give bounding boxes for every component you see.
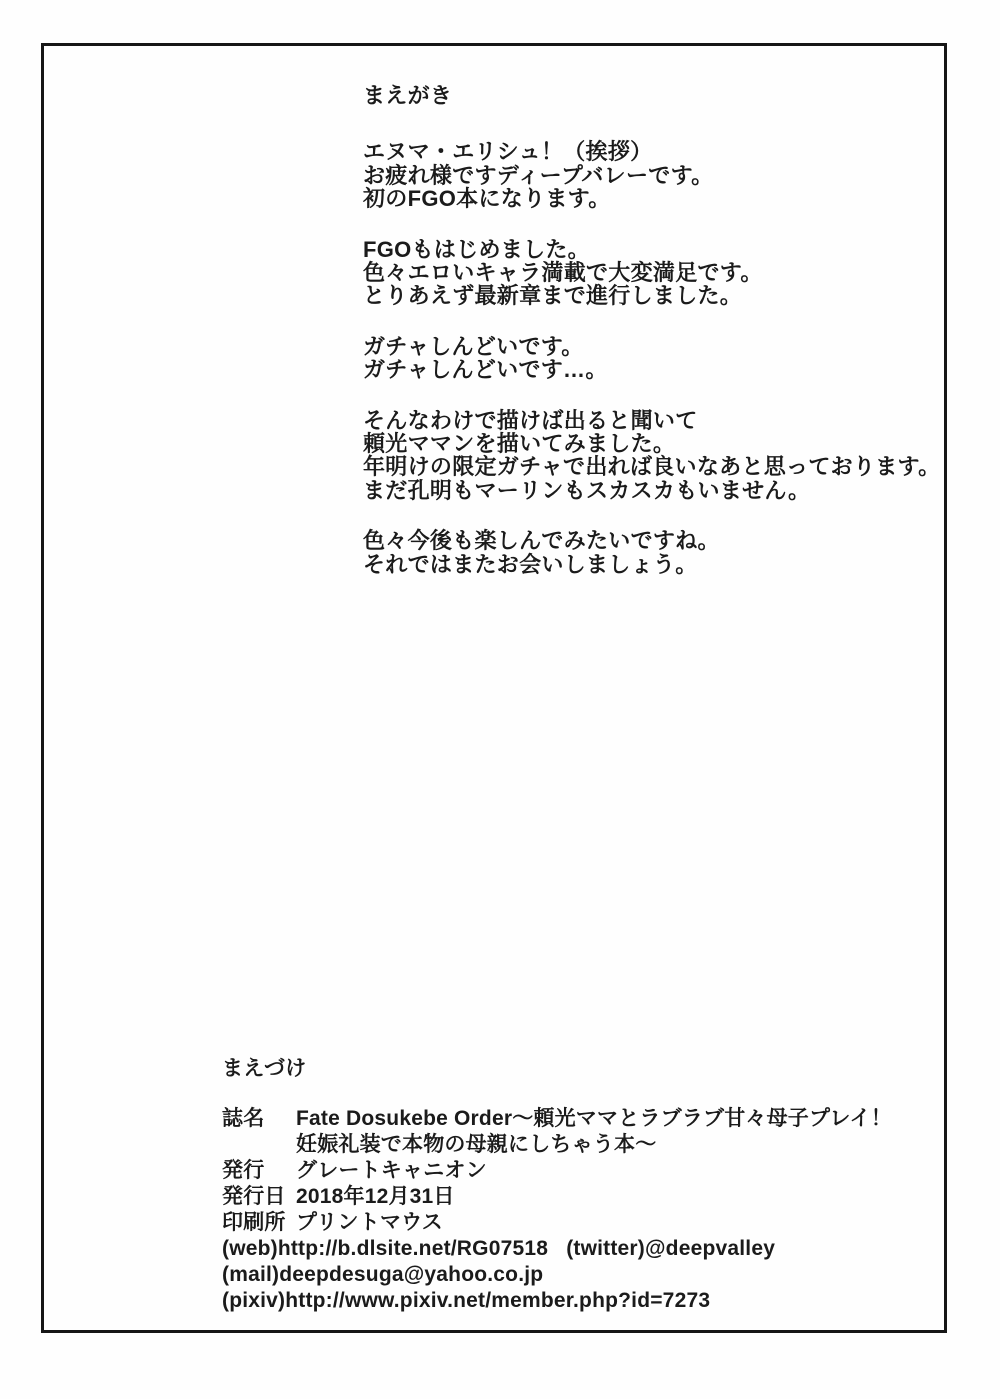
colophon-row-value: Fate Dosukebe Order〜頼光ママとラブラブ甘々母子プレイ！ <box>296 1107 892 1130</box>
colophon-row-value: 2018年12月31日 <box>296 1185 455 1208</box>
colophon-row <box>222 1158 942 1184</box>
colophon-row-label: 発行 <box>222 1159 265 1182</box>
colophon-contact-line: (mail)deepdesuga@yahoo.co.jp <box>222 1263 544 1286</box>
preface-paragraphs <box>363 139 941 577</box>
preface-line: まだ孔明もマーリンもスカスカもいません。 <box>363 477 811 503</box>
colophon-row <box>222 1106 942 1132</box>
colophon-section <box>222 1056 942 1314</box>
preface-paragraph <box>363 529 923 576</box>
colophon-row <box>222 1210 942 1236</box>
colophon-title: まえづけ <box>222 1057 307 1080</box>
preface-line: お疲れ様ですディープバレーです。 <box>363 162 714 188</box>
colophon-row-label <box>222 1132 296 1158</box>
colophon-rows <box>222 1106 942 1236</box>
preface-line: 初のFGO本になります。 <box>363 186 611 212</box>
colophon-row-value: プリントマウス <box>296 1211 443 1234</box>
colophon-row-value: 妊娠礼装で本物の母親にしちゃう本〜 <box>296 1133 657 1156</box>
colophon-row <box>222 1184 942 1210</box>
preface-line: エヌマ・エリシュ！（挨拶） <box>363 139 653 165</box>
preface-paragraph <box>363 335 923 382</box>
colophon-row <box>222 1132 942 1158</box>
preface-paragraph <box>363 140 923 210</box>
preface-paragraph <box>363 238 923 308</box>
preface-line: とりあえず最新章まで進行しました。 <box>363 283 743 309</box>
preface-line: ガチャしんどいです。 <box>363 333 584 359</box>
preface-line: それではまたお会いしましょう。 <box>363 551 698 577</box>
colophon-contact-line: (pixiv)http://www.pixiv.net/member.php?id=7273 <box>222 1289 711 1312</box>
colophon-row-value: グレートキャニオン <box>296 1159 487 1182</box>
preface-section <box>363 83 941 603</box>
colophon-row-label: 発行日 <box>222 1185 286 1208</box>
colophon-contact-lines <box>222 1236 942 1314</box>
colophon-row-label: 印刷所 <box>222 1211 286 1234</box>
preface-line: 色々エロいキャラ満載で大変満足です。 <box>363 260 763 286</box>
preface-line: 年明けの限定ガチャで出れば良いなあと思っております。 <box>363 454 941 480</box>
preface-line: そんなわけで描けば出ると聞いて <box>363 407 698 433</box>
preface-line: 頼光ママンを描いてみました。 <box>363 431 676 457</box>
preface-line: ガチャしんどいです…。 <box>363 357 608 383</box>
colophon-contact-line: (web)http://b.dlsite.net/RG07518 (twitter)@deepvalley <box>222 1237 776 1260</box>
preface-title: まえがき <box>363 83 453 108</box>
colophon-row-label: 誌名 <box>222 1107 265 1130</box>
preface-line: 色々今後も楽しんでみたいですね。 <box>363 528 720 554</box>
preface-paragraph <box>363 407 941 503</box>
preface-line: FGOもはじめました。 <box>363 236 590 262</box>
